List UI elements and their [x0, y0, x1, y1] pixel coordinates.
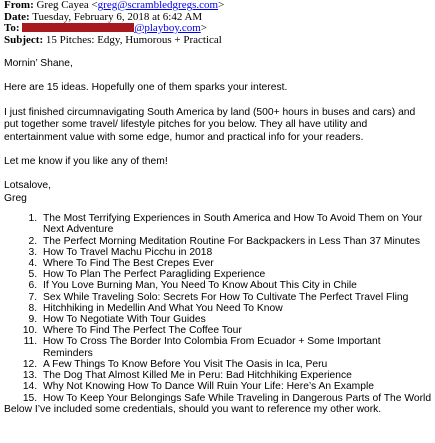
date-label: Date: [4, 10, 30, 23]
list-item: 8. Hitchhiking in Medellin And What You Need To Know [40, 303, 432, 314]
redaction-bar [22, 23, 134, 32]
list-item: 9. How To Negotiate With Tour Guides [40, 314, 432, 325]
greeting: Mornin’ Shane, [4, 58, 73, 69]
list-item: 15. How To Keep Your Belongings Safe While Traveling in Dangerous Parts of The World [40, 393, 432, 404]
subject-row [4, 35, 432, 47]
list-item: 3. How To Travel Machu Picchu in 2018 [40, 247, 432, 258]
context-paragraph: I just finished circumnavigating South America by land (500+ hours in buses and cars) and put together some travel/ lifestyle pitches for you below. They all have utility and entertainment value with some edge, humor and practical info for your readers. [4, 106, 416, 143]
date-value: Tuesday, February 6, 2018 at 6:42 AM [32, 10, 203, 23]
list-item: 10. Where To Find The Perfect The Coffee Tour [40, 325, 432, 336]
closing-text: Below I’ve included some credentials, should you want to reference my other work. [4, 403, 382, 415]
list-item: 13. The Dog That Almost Killed Me in Peru: Bad Hitchhiking Experience [40, 370, 432, 381]
list-item: 7. Sex While Traveling Solo: Secrets For How To Cultivate The Perfect Travel Fling [40, 292, 432, 303]
intro-text: Here are 15 ideas. Hopefully one of them sparks your interest. [4, 82, 288, 94]
date-row [4, 12, 432, 24]
list-item: 11. How To Cross The Border Into Colombia From Ecuador + Some Important Reminders [40, 336, 432, 358]
list-item: 12. A Few Things To Know Before You Visit The Oasis in Ica, Peru [40, 359, 432, 370]
to-email-link[interactable]: @playboy.com [134, 22, 201, 34]
to-label: To: [4, 22, 20, 34]
signature: Greg [4, 192, 27, 204]
list-item: 2. The Perfect Morning Meditation Routine For Backpackers in Less Than 37 Minutes [40, 236, 432, 247]
ask-text: Let me know if you like any of them! [4, 156, 168, 168]
list-item: 6. If You Love Burning Man, You Need To Know About This City in Chile [40, 280, 432, 291]
pitch-list [4, 213, 432, 403]
subject-value: 15 Pitches: Edgy, Humorous + Practical [45, 33, 222, 46]
list-item: 4. Where To Find The Best Crepes Ever [40, 258, 432, 269]
email-header [4, 0, 432, 46]
from-label: From: [4, 0, 34, 11]
email-body [4, 58, 432, 416]
signoff: Lotsalove, [4, 180, 51, 192]
from-name: Greg Cayea < [36, 0, 98, 11]
from-close: > [218, 0, 225, 11]
to-close: > [200, 22, 208, 34]
list-item: 14. Why Not Knowing How To Dance Will Ruin Your Life: Here’s An Example [40, 381, 432, 392]
from-email-link[interactable]: greg@scrambledgregs.com [97, 0, 219, 11]
list-item: 5. How To Plan The Perfect Paragliding Experience [40, 269, 432, 280]
list-item: 1. The Most Terrifying Experiences in South America and How To Avoid Them on Your Next Adventure [40, 213, 432, 235]
email-message [4, 0, 432, 428]
subject-label: Subject: [4, 33, 44, 46]
